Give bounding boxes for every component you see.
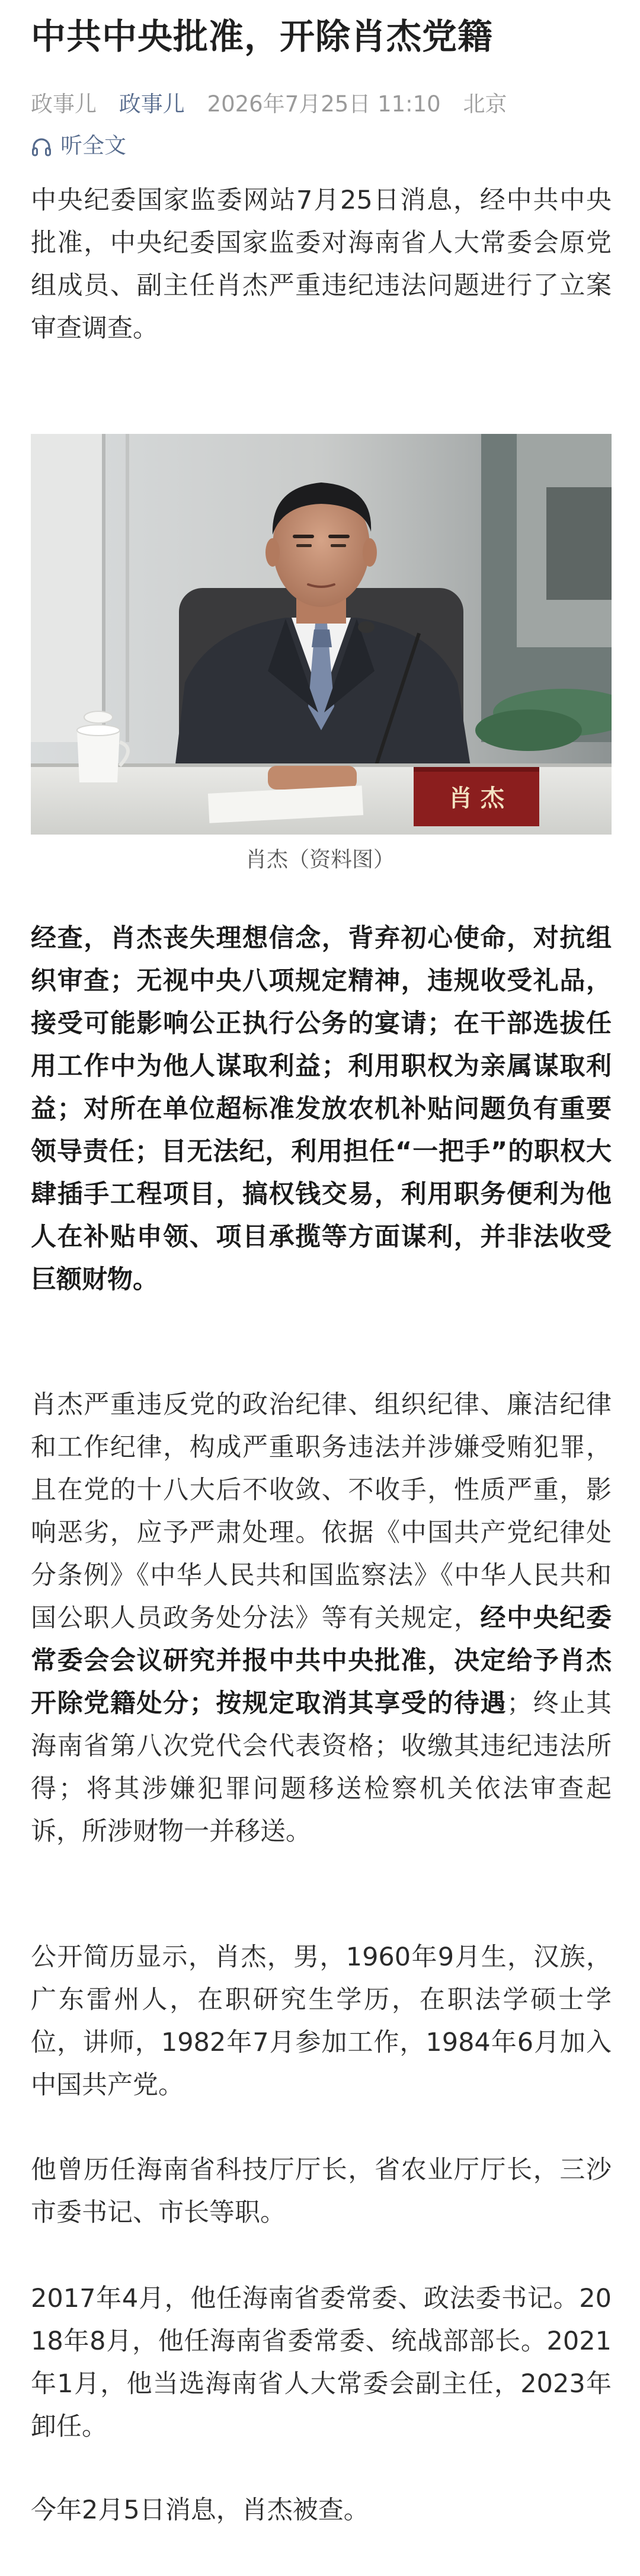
paragraph-investigated: 今年2月5日消息，肖杰被查。	[31, 2495, 369, 2525]
paragraph-resume: 公开简历显示，肖杰，男，1960年9月生，汉族，广东雷州人，在职研究生学历，在职法学硕士学位，讲师，1982年7月参加工作，1984年6月加入中国共产党。	[31, 1942, 612, 2100]
decision-text-a: 肖杰严重违反党的政治纪律、组织纪律、廉洁纪律和工作纪律，构成严重职务违法并涉嫌受贿犯罪，且在党的十八大后不收敛、不收手，性质严重，影响恶劣，应予严肃处理。依据《中国共产党纪律处分条例》《中华人民共和国监察法》《中华人民共和国公职人员政务处分法》等有关规定，	[31, 1390, 612, 1633]
article-title: 中共中央批准，开除肖杰党籍	[31, 16, 494, 57]
article-meta	[31, 89, 507, 120]
source-name: 政事儿	[31, 91, 97, 117]
nameplate-text: 肖 杰	[449, 785, 504, 812]
headphone-icon	[31, 135, 52, 156]
listen-button[interactable]	[31, 130, 126, 161]
account-link[interactable]: 政事儿	[119, 91, 185, 117]
listen-label: 听全文	[60, 133, 126, 158]
paragraph-decision	[31, 1383, 612, 1853]
paragraph-positions: 他曾历任海南省科技厅厅长，省农业厅厅长，三沙市委书记、市长等职。	[31, 2155, 612, 2227]
paragraph-findings: 经查，肖杰丧失理想信念，背弃初心使命，对抗组织审查；无视中央八项规定精神，违规收受礼品，接受可能影响公正执行公务的宴请；在干部选拔任用工作中为他人谋取利益；利用职权为亲属谋取利益；对所在单位超标准发放农机补贴问题负有重要领导责任；目无法纪，利用担任“一把手”的职权大肆插手工程项目，搞权钱交易，利用职务便利为他人在补贴申领、项目承揽等方面谋利，并非法收受巨额财物。	[31, 923, 612, 1295]
decision-text-bold: 经中央纪委常委会会议研究并报中共中央批准，决定给予肖杰开除党籍处分；按规定取消其享受的待遇	[31, 1603, 612, 1718]
publish-location: 北京	[463, 91, 507, 117]
decision-text-c: ；终止其海南省第八次党代会代表资格；收缴其违纪违法所得；将其涉嫌犯罪问题移送检察机关依法审查起诉，所涉财物一并移送。	[31, 1689, 612, 1846]
photo-caption: 肖杰（资料图）	[245, 848, 395, 872]
article-photo	[31, 434, 612, 835]
publish-time: 2026年7月25日 11:10	[207, 91, 441, 117]
paragraph-intro: 中央纪委国家监委网站7月25日消息，经中共中央批准，中央纪委国家监委对海南省人大常委会原党组成员、副主任肖杰严重违纪违法问题进行了立案审查调查。	[31, 186, 612, 343]
paragraph-career: 2017年4月，他任海南省委常委、政法委书记。2018年8月，他任海南省委常委、统战部部长。2021年1月，他当选海南省人大常委会副主任，2023年卸任。	[31, 2284, 612, 2441]
